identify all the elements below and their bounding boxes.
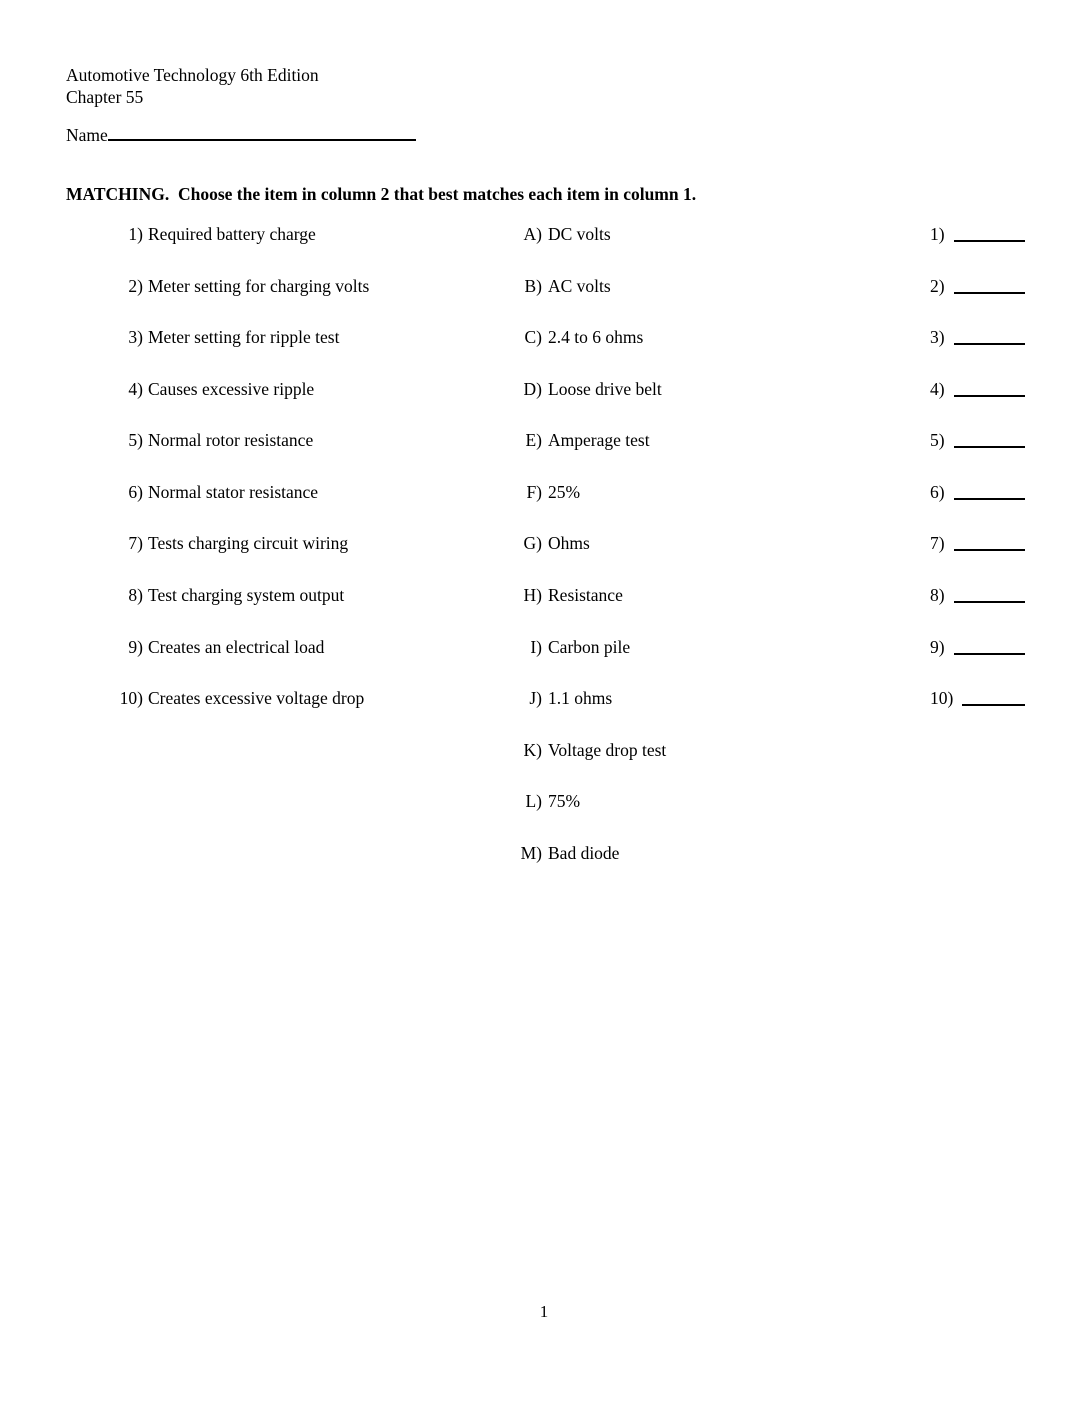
- column1-item-text: Test charging system output: [148, 585, 345, 606]
- column2-option-text: 75%: [548, 791, 581, 812]
- matching-section: [0, 223, 1088, 894]
- answer-number: 2): [930, 275, 945, 296]
- matching-row: [0, 429, 1088, 481]
- answer-blank: [954, 584, 1025, 603]
- name-label: Name: [66, 125, 108, 145]
- column2-option: [465, 275, 611, 297]
- answer-slot: [930, 326, 1025, 348]
- answer-blank: [954, 223, 1025, 242]
- column1-item-text: Normal stator resistance: [148, 481, 319, 502]
- matching-row: [0, 687, 1088, 739]
- column1-item-number: 4): [128, 378, 143, 399]
- column2-option: [465, 326, 643, 348]
- answer-blank: [954, 532, 1025, 551]
- column2-option: [465, 790, 580, 812]
- matching-row: [0, 326, 1088, 378]
- column1-item-number: 5): [128, 430, 143, 451]
- column2-option: [465, 584, 623, 606]
- column2-option: [465, 842, 619, 864]
- column2-option-text: 1.1 ohms: [548, 688, 613, 709]
- answer-slot: [930, 275, 1025, 297]
- column1-item-number: 3): [128, 327, 143, 348]
- answer-slot: [930, 584, 1025, 606]
- column2-option: [465, 636, 630, 658]
- column2-option-text: 25%: [548, 481, 581, 502]
- column2-option: [465, 223, 611, 245]
- column1-item-number: 9): [128, 636, 143, 657]
- answer-number: 8): [930, 585, 945, 606]
- column1-item-text: Tests charging circuit wiring: [148, 533, 349, 554]
- answer-blank: [954, 378, 1025, 397]
- matching-row: [0, 532, 1088, 584]
- column1-item: [66, 481, 318, 503]
- answer-slot: [930, 429, 1025, 451]
- answer-slot: [930, 636, 1025, 658]
- answer-blank: [962, 687, 1025, 706]
- column2-option-letter: I): [530, 636, 542, 657]
- matching-instructions: MATCHING. Choose the item in column 2 that best matches each item in column 1.: [66, 184, 697, 204]
- answer-number: 4): [930, 378, 945, 399]
- column1-item: [66, 532, 348, 554]
- column1-item-number: 1): [128, 224, 143, 244]
- matching-row: [0, 636, 1088, 688]
- column2-option-text: AC volts: [548, 275, 611, 296]
- name-line: [66, 122, 416, 146]
- column1-item-text: Causes excessive ripple: [148, 378, 315, 399]
- matching-row: [0, 790, 1088, 842]
- matching-row: [0, 739, 1088, 791]
- page-number: 1: [539, 1302, 549, 1321]
- answer-slot: [930, 481, 1025, 503]
- column2-option-text: 2.4 to 6 ohms: [548, 327, 644, 348]
- column1-item: [66, 378, 314, 400]
- answer-blank: [954, 481, 1025, 500]
- column2-option-text: Amperage test: [548, 430, 650, 451]
- column2-option-text: DC volts: [548, 224, 611, 244]
- column1-item-text: Creates an electrical load: [148, 636, 325, 657]
- column2-option-letter: H): [523, 585, 542, 606]
- answer-number: 10): [930, 688, 954, 709]
- column1-item-text: Meter setting for ripple test: [148, 327, 340, 348]
- column2-option-letter: A): [523, 224, 542, 244]
- column2-option: [465, 429, 650, 451]
- matching-row: [0, 481, 1088, 533]
- column1-item-number: 8): [128, 585, 143, 606]
- matching-row: [0, 584, 1088, 636]
- answer-blank: [954, 275, 1025, 294]
- column2-option: [465, 739, 666, 761]
- answer-slot: [930, 532, 1025, 554]
- column1-item-number: 7): [128, 533, 143, 554]
- column2-option-text: Ohms: [548, 533, 590, 554]
- column1-item: [66, 584, 344, 606]
- answer-slot: [930, 378, 1025, 400]
- column2-option-letter: J): [529, 688, 542, 709]
- answer-number: 9): [930, 636, 945, 657]
- matching-row: [0, 275, 1088, 327]
- column1-item: [66, 275, 369, 297]
- answer-slot: [930, 223, 1025, 245]
- answer-number: 1): [930, 224, 945, 244]
- answer-number: 3): [930, 327, 945, 348]
- column2-option-letter: L): [525, 791, 542, 812]
- column2-option: [465, 378, 662, 400]
- column2-option-text: Resistance: [548, 585, 623, 606]
- document-title: Automotive Technology 6th Edition: [66, 65, 319, 85]
- column1-item: [66, 636, 324, 658]
- chapter-label: Chapter 55: [66, 87, 144, 107]
- answer-number: 7): [930, 533, 945, 554]
- answer-blank: [954, 636, 1025, 655]
- column2-option-letter: B): [524, 275, 542, 296]
- document-header: [66, 64, 319, 108]
- answer-slot: [930, 687, 1025, 709]
- column2-option-text: Carbon pile: [548, 636, 631, 657]
- name-blank: [108, 122, 416, 141]
- column2-option-letter: G): [523, 533, 542, 554]
- column2-option-text: Loose drive belt: [548, 378, 662, 399]
- column2-option: [465, 687, 612, 709]
- column1-item: [66, 326, 339, 348]
- column1-item-text: Creates excessive voltage drop: [148, 688, 365, 709]
- column2-option-letter: E): [525, 430, 542, 451]
- matching-row: [0, 378, 1088, 430]
- column2-option-text: Bad diode: [548, 842, 620, 863]
- answer-number: 5): [930, 430, 945, 451]
- column1-item: [66, 429, 313, 451]
- answer-blank: [954, 429, 1025, 448]
- column2-option-text: Voltage drop test: [548, 739, 667, 760]
- column1-item-number: 6): [128, 481, 143, 502]
- column1-item: [66, 223, 316, 245]
- column1-item-number: 2): [128, 275, 143, 296]
- column2-option: [465, 481, 580, 503]
- column1-item-text: Normal rotor resistance: [148, 430, 314, 451]
- answer-blank: [954, 326, 1025, 345]
- column1-item: [66, 687, 364, 709]
- column2-option-letter: M): [520, 842, 542, 863]
- column2-option-letter: C): [524, 327, 542, 348]
- matching-row: [0, 842, 1088, 894]
- column1-item-text: Required battery charge: [148, 224, 316, 244]
- column2-option: [465, 532, 590, 554]
- matching-row: [0, 223, 1088, 275]
- answer-number: 6): [930, 481, 945, 502]
- column2-option-letter: D): [523, 378, 542, 399]
- column2-option-letter: K): [523, 739, 542, 760]
- column1-item-text: Meter setting for charging volts: [148, 275, 370, 296]
- column2-option-letter: F): [526, 481, 542, 502]
- column1-item-number: 10): [119, 688, 143, 709]
